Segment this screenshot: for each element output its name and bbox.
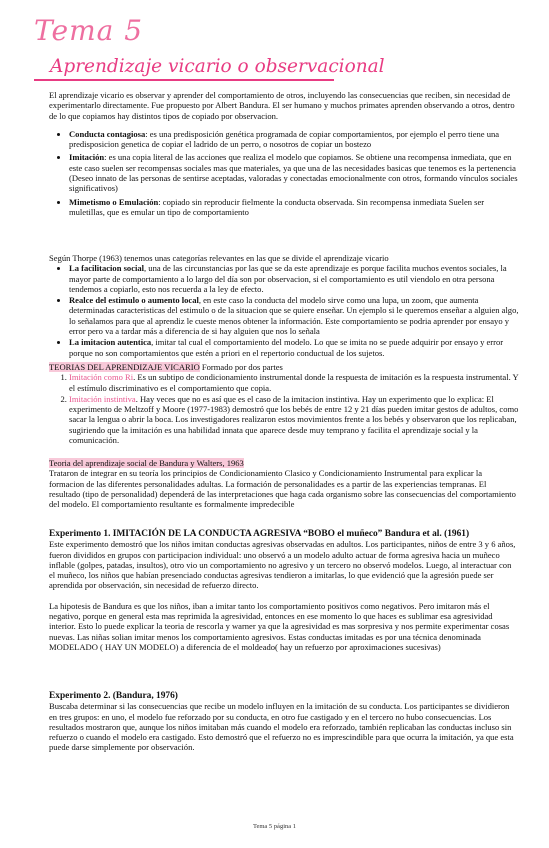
term: La facilitacion social (69, 263, 145, 274)
list-item (69, 129, 519, 150)
definition: . Es un subtipo de condicionamiento instrumental donde la respuesta de imitación es la respuesta instrumental. Y el estímulo discriminativo es el comportamiento que copia. (69, 372, 519, 393)
experiment-1-hypothesis: La hipotesis de Bandura es que los niños, iban a imitar tanto los comportamiento positivos como negativos. Pero imitaron más el negativo, porque en general esta mas reprimida la agresividad, entonces en ese momento lo que haces es sublimar esa agresividad interior. Esto lo puede explicar la teoria de rescorla y warner ya que la agresividad es mas sorpresiva y nos permite experimentar cosas nuevas. Las niñas solian imitar menos los comportamiento agresivos. Estas conductas imitadas es por una técnica denominada MODELADO ( HAY UN MODELO) a diferencia de el moldeado( hay un refuerzo por aproximaciones sucesivas) (49, 600, 510, 652)
section-title: Aprendizaje vicario o observacional (50, 56, 385, 77)
term: Imitación como Ri (69, 372, 134, 383)
term: Mimetismo o Emulación (69, 196, 159, 207)
experiment-1-heading: Experimento 1. IMITACIÓN DE LA CONDUCTA AGRESIVA “BOBO el muñeco” Bandura et al. (1961) (49, 529, 470, 539)
definition: , en este caso la conducta del modelo sirve como una lupa, un zoom, que aumenta determinadas caracteristicas del estimulo o de la situacion que se quiere enseñar. Un ejemplo si le queremos enseñar a alguien algo, lo señalamos para que al aprendiz le cueste menos obtener la información. Este comportamiento se podria aprender por ensayo y error pero va a tardar más a diferencia de si hay alguien que nos lo señala (69, 295, 519, 337)
experiment-2-heading: Experimento 2. (Bandura, 1976) (49, 691, 178, 701)
experiment-1-section (49, 529, 519, 652)
term: Realce del estimulo o aumento local (69, 295, 199, 306)
bandura-section (49, 458, 519, 509)
list-item (69, 394, 519, 445)
definition: , una de las circunstancias por las que se da este aprendizaje es porque facilita muchos eventos sociales, la mayor parte de comportamiento a lo largo del día son por observacion, si el comportamiento es util viendolo en otra persona tendemos a copiarlo, esto nos recuerda a la ley de efecto. (69, 263, 507, 294)
term: Imitación instintiva (69, 393, 136, 404)
definition: . Hay veces que no es así que es el caso de la imitacion instintiva. Hay un experimento que lo explica: El experimento de Meltzoff y Moore (1977-1983) demostró que los bebés de entre 12 y 21 días pueden imitar gestos de adultos, como sacar la lengua o abrir la boca. Los investigadores realizaron estos movimientos frente a los bebés y observaron que los replicaban, sugiriendo que la imitación es una habilidad innata que aparece desde muy temprano y facilita el aprendizaje social y la comunicación. (69, 393, 519, 446)
definition: : es una copia literal de las acciones que realiza el modelo que copiamos. Se obtiene una recompensa inmediata, que en este caso suelen ser recompensas sociales mas que materiales, ya que una de las necesidades basicas que tenemos es la pertenencia (Deseo innato de las personas de sentirse aceptadas, valoradas y conectadas emocionalmente con otros, formando vínculos sociales significativos) (69, 152, 518, 194)
page-title: Tema 5 (34, 14, 144, 47)
intro-paragraph: El aprendizaje vicario es observar y aprender del comportamiento de otros, incluyendo las consecuencias que reciben, sin necesidad de experimentarlo directamente. Fue propuesto por Albert Bandura. El ser humano y muchos primates aprenden observando a otros, dentro de lo que copiamos hay distintos tipos de copiado por observacion. (49, 90, 515, 121)
page-footer: Tema 5 página 1 (252, 823, 297, 830)
list-item (69, 295, 519, 336)
thorpe-list (49, 263, 519, 358)
term: Conducta contagiosa (69, 128, 146, 139)
copy-types-list (49, 129, 519, 217)
section-title-underline (34, 79, 334, 81)
teorias-heading: TEORIAS DEL APRENDIZAJE VICARIO (49, 362, 200, 372)
definition: : es una predisposición genética programada de copiar comportamientos, por ejemplo el perro tiene una predisposicion genetica de copiar el ladrido de un perro, o nosotros de copiar un bostezo (69, 128, 500, 150)
teorias-section (49, 362, 519, 446)
intro-section (49, 90, 519, 220)
thorpe-section (49, 253, 519, 359)
definition: , imitar tal cual el comportamiento del modelo. Lo que se imita no se puede adquirir por ensayo y error porque no son comportamientos que estén a priori en el repertorio conductual de los sujetos. (69, 337, 504, 358)
experiment-2-paragraph: Buscaba determinar si las consecuencias que recibe un modelo influyen en la imitación de su conducta. Los participantes se dividieron en tres grupos: en uno, el modelo fue reforzado por su conducta, en otro fue castigado y en el tercero no hubo consecuencias. Los resultados mostraron que, aunque los niños imitaban más cuando el modelo era reforzado, también replicaban las conductas incluso sin refuerzo o cuando el modelo era castigado. Esto demostró que el refuerzo no es imprescindible para que ocurra la imitación, ya que esta puede darse simplemente por observación. (49, 701, 514, 753)
bandura-heading: Teoria del aprendizaje social de Bandura y Walters, 1963 (49, 458, 244, 468)
bandura-paragraph: Trataron de integrar en su teoría los principios de Condicionamiento Clasico y Condicionamiento Instrumental para explicar la formacion de las diferentes personalidades adultas. La formación de personalidades es a partir de las experiencias tempranas. El resultado (tipo de personalidad) dependerá de las interpretaciones que haga cada organismo sobre las consecuencias del comportamiento del modelo. El comportamiento resultante es formalmente impredecible (49, 468, 516, 510)
list-item (69, 263, 519, 294)
teorias-suffix: Formado por dos partes (199, 362, 283, 372)
list-item (69, 152, 519, 193)
list-item (69, 372, 519, 393)
teorias-list (49, 372, 519, 445)
list-item (69, 337, 519, 358)
thorpe-intro: Según Thorpe (1963) tenemos unas categorías relevantes en las que se divide el aprendizaje vicario (49, 253, 389, 263)
experiment-2-section (49, 691, 519, 753)
list-item (69, 197, 519, 218)
experiment-1-paragraph: Este experimento demostró que los niños imitan conductas agresivas observadas en adultos. Los participantes, niños de entre 3 y 6 años, fueron divididos en grupos con participacion individual: uno observó a un modelo adulto actuar de forma agresiva hacia un muñeco inflable (golpes, patadas, insultos), otro vio un comportamiento no agresivo y un tercero no observó modelos. Luego, al interactuar con el muñeco, los niños que habían presenciado conductas agresivas tendieron a imitarlas, lo que evidenció que la agresión puede ser aprendida por observación, sin necesidad de refuerzo directo. (49, 539, 516, 591)
term: Imitación (69, 152, 105, 163)
definition: : copiado sin reproducir fielmente la conducta observada. Sin recompensa inmediata Suelen ser muletillas, que es emular un tipo de comportamiento (69, 196, 485, 217)
term: La imitacion autentica (69, 337, 152, 348)
